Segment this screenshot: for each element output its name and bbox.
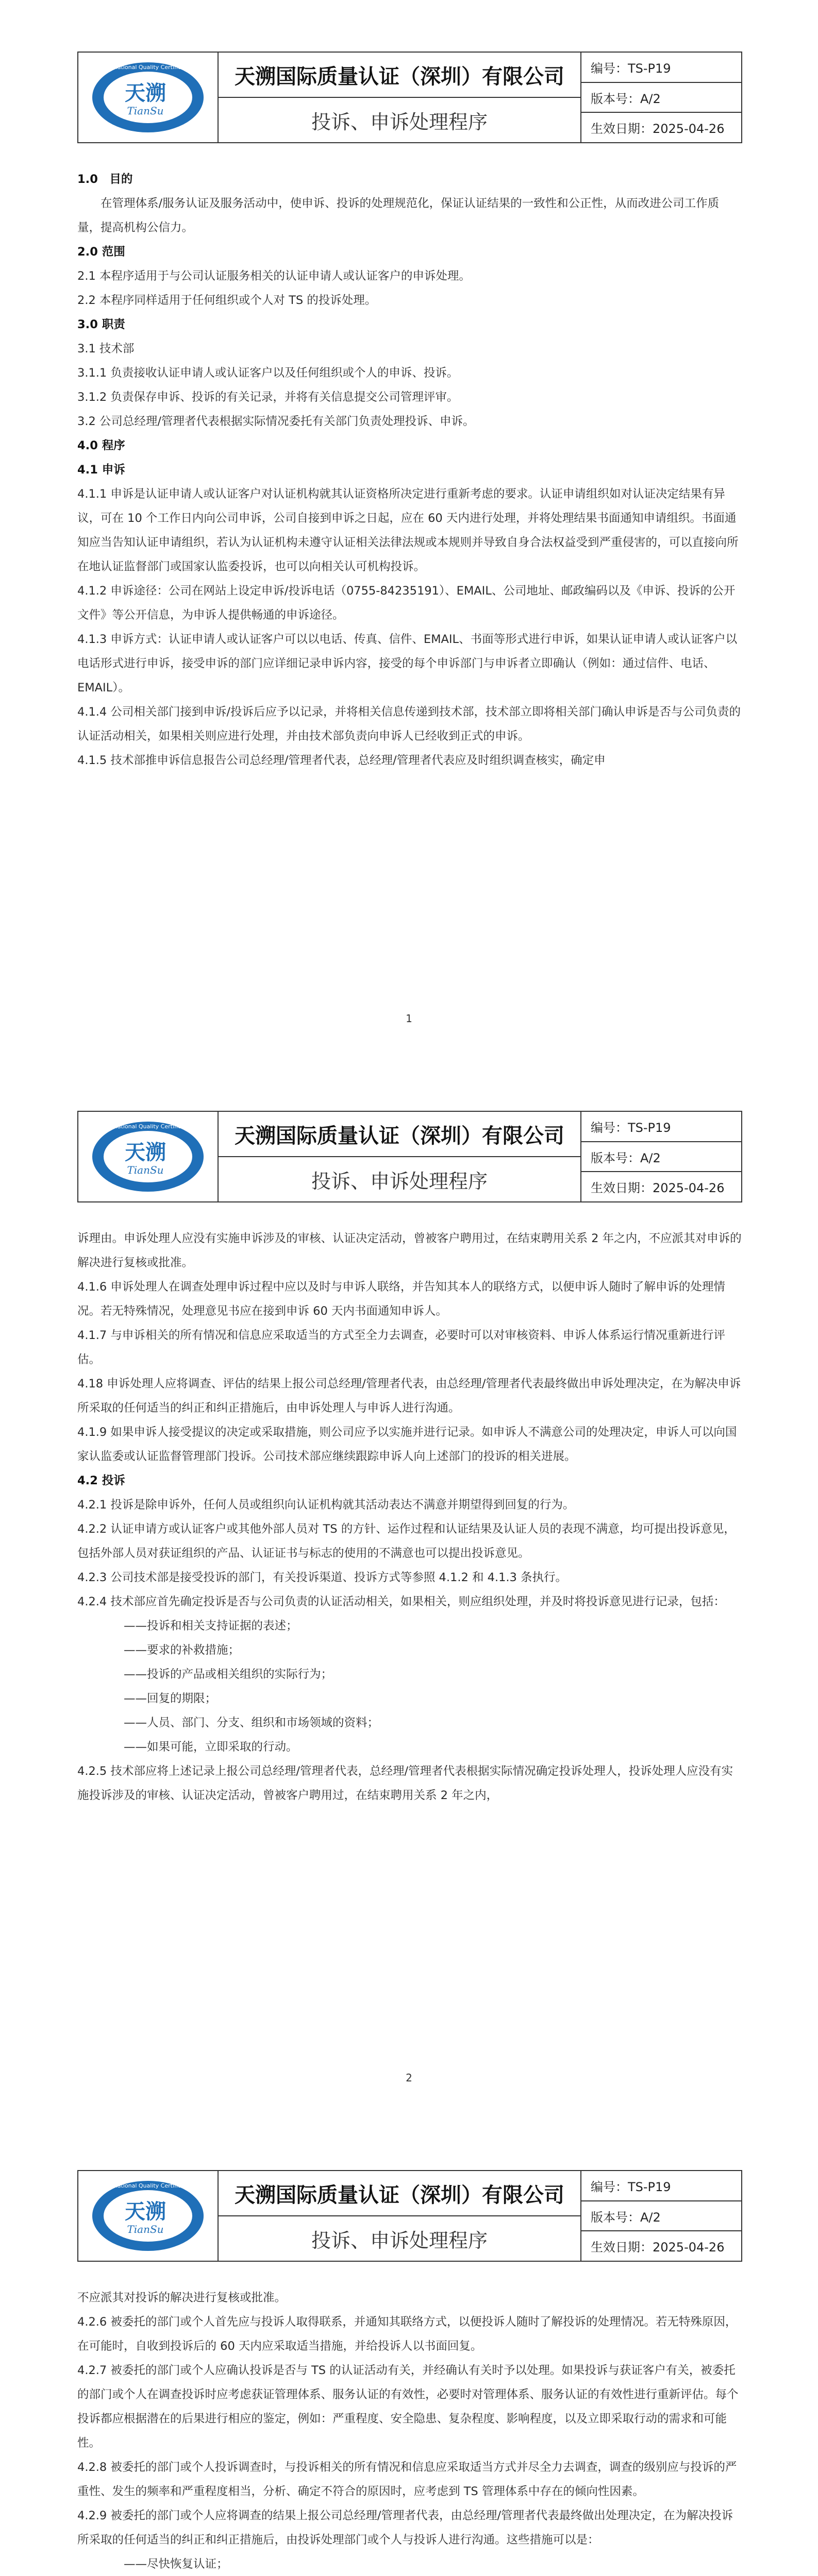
doc-effective-date: 生效日期：2025-04-26 xyxy=(591,122,725,137)
procedure-title: 投诉、申诉处理程序 xyxy=(311,1170,488,1193)
paragraph: 4.1.2 申诉途径：公司在网站上设定申诉/投诉电话（0755-84235191）、EMAIL、公司地址、邮政编码以及《申诉、投诉的公开文件》等公开信息，为申诉人提供畅通的申诉途径。 xyxy=(77,584,736,622)
svg-text:TianSu: TianSu xyxy=(127,2223,164,2235)
paragraph: 2.0 范围 xyxy=(77,245,125,259)
paragraph: 4.2.4 技术部应首先确定投诉是否与公司负责的认证活动相关，如果相关，则应组织处理，并及时将投诉意见进行记录，包括： xyxy=(77,1595,725,1608)
doc-code: 编号：TS-P19 xyxy=(581,53,741,83)
svg-text:天溯: 天溯 xyxy=(125,2199,166,2224)
list-item: ——如果可能，立即采取的行动。 xyxy=(124,1740,298,1754)
paragraph: 4.0 程序 xyxy=(77,439,125,452)
list-item: ——回复的期限； xyxy=(124,1692,217,1705)
svg-text:International Quality Certific: International Quality Certification xyxy=(101,64,195,71)
paragraph: 4.1.9 如果申诉人接受提议的决定或采取措施，则公司应予以实施并进行记录。如申诉人不满意公司的处理决定，申诉人可以向国家认监委或认证监督管理部门投诉。公司技术部应继续跟踪申诉人向上述部门的投诉的相关进展。 xyxy=(77,1426,737,1463)
paragraph: 4.1.5 技术部推申诉信息报告公司总经理/管理者代表，总经理/管理者代表应及时组织调查核实，确定申 xyxy=(77,754,606,767)
page-1 xyxy=(0,0,818,1041)
paragraph: 4.2.9 被委托的部门或个人应将调查的结果上报公司总经理/管理者代表，由总经理/管理者代表最终做出处理决定，在为解决投诉所采取的任何适当的纠正和纠正措施后，由投诉处理部门或个人与投诉人进行沟通。这些措施可以是： xyxy=(77,2509,733,2547)
paragraph: 4.2.7 被委托的部门或个人应确认投诉是否与 TS 的认证活动有关，并经确认有关时予以处理。如果投诉与获证客户有关，被委托的部门或个人在调查投诉时应考虑获证管理体系、服务认证的有效性，必要时对管理体系、服务认证的有效性进行重新评估。每个投诉都应根据潜在的后果进行相应的鉴定，例如：严重程度、安全隐患、复杂程度、影响程度，以及立即采取行动的需求和可能性。 xyxy=(77,2364,739,2450)
company-name: 天溯国际质量认证（深圳）有限公司 xyxy=(219,2171,580,2216)
procedure-title: 投诉、申诉处理程序 xyxy=(311,2229,488,2252)
list-item: ——尽快恢复认证； xyxy=(124,2557,228,2571)
svg-text:International Quality Certific: International Quality Certification xyxy=(101,2182,195,2189)
paragraph: 4.1.3 申诉方式：认证申请人或认证客户可以以电话、传真、信件、EMAIL、书面等形式进行申诉，如果认证申请人或认证客户以电话形式进行申诉，接受申诉的部门应详细记录申诉内容，接受的每个申诉部门与申诉者立即确认（例如：通过信件、电话、EMAIL）。 xyxy=(77,633,738,694)
page-gap xyxy=(0,2100,818,2119)
paragraph: 1.0 目的 xyxy=(77,173,133,186)
paragraph: 4.1.6 申诉处理人在调查处理申诉过程中应以及时与申诉人联络，并告知其本人的联络方式，以便申诉人随时了解申诉的处理情况。若无特殊情况，处理意见书应在接到申诉 60 天内书面通知申诉人。 xyxy=(77,1280,725,1318)
document-header xyxy=(77,1111,742,1202)
page-body xyxy=(77,167,742,773)
paragraph: 4.1.7 与申诉相关的所有情况和信息应采取适当的方式至全力去调查，必要时可以对审核资料、申诉人体系运行情况重新进行评估。 xyxy=(77,1329,725,1366)
document-header xyxy=(77,2170,742,2262)
meta-cell xyxy=(581,2171,741,2261)
company-logo-icon xyxy=(89,1118,207,1195)
meta-cell xyxy=(581,53,741,142)
svg-text:天溯: 天溯 xyxy=(125,81,166,105)
paragraph: 4.2.8 被委托的部门或个人投诉调查时，与投诉相关的所有情况和信息应采取适当方式并尽全力去调查，调查的级别应与投诉的严重性、发生的频率和严重程度相当，分析、确定不符合的原因时，应考虑到 TS 管理体系中存在的倾向性因素。 xyxy=(77,2461,737,2498)
list-item: ——人员、部门、分支、组织和市场领域的资料； xyxy=(124,1716,379,1730)
company-name: 天溯国际质量认证（深圳）有限公司 xyxy=(219,53,580,98)
paragraph: 4.1 申诉 xyxy=(77,463,125,477)
company-logo-icon xyxy=(89,2177,207,2255)
doc-code: 编号：TS-P19 xyxy=(581,2171,741,2201)
doc-effective-date: 生效日期：2025-04-26 xyxy=(591,1181,725,1196)
title-cell xyxy=(219,1112,581,1201)
procedure-title: 投诉、申诉处理程序 xyxy=(311,110,488,133)
page-2 xyxy=(0,1059,818,2100)
logo-cell xyxy=(78,53,219,142)
document-header xyxy=(77,52,742,143)
paragraph: 4.2.5 技术部应将上述记录上报公司总经理/管理者代表，总经理/管理者代表根据实际情况确定投诉处理人，投诉处理人应没有实施投诉涉及的审核、认证决定活动，曾被客户聘用过，在结束聘用关系 2 年之内， xyxy=(77,1765,733,1802)
paragraph: 3.1.1 负责接收认证申请人或认证客户以及任何组织或个人的申诉、投诉。 xyxy=(77,366,459,380)
paragraph: 4.1.4 公司相关部门接到申诉/投诉后应予以记录，并将相关信息传递到技术部，技术部立即将相关部门确认申诉是否与公司负责的认证活动相关，如果相关则应进行处理，并由技术部负责向申诉人已经收到正式的申诉。 xyxy=(77,705,741,743)
svg-text:TianSu: TianSu xyxy=(127,1164,164,1176)
page-body xyxy=(77,1227,742,1808)
page-number: 2 xyxy=(406,2072,412,2084)
list-item: ——投诉和相关支持证据的表述； xyxy=(124,1619,298,1633)
paragraph: 2.1 本程序适用于与公司认证服务相关的认证申请人或认证客户的申诉处理。 xyxy=(77,269,471,283)
company-name: 天溯国际质量认证（深圳）有限公司 xyxy=(219,1112,580,1157)
company-logo-icon xyxy=(89,59,207,136)
list-item: ——要求的补救措施； xyxy=(124,1643,240,1657)
paragraph: 4.2 投诉 xyxy=(77,1474,125,1487)
paragraph: 诉理由。申诉处理人应没有实施申诉涉及的审核、认证决定活动，曾被客户聘用过，在结束聘用关系 2 年之内，不应派其对申诉的解决进行复核或批准。 xyxy=(77,1232,742,1269)
doc-version: 版本号：A/2 xyxy=(581,1142,741,1173)
paragraph: 4.2.2 认证申请方或认证客户或其他外部人员对 TS 的方针、运作过程和认证结果及认证人员的表现不满意，均可提出投诉意见，包括外部人员对获证组织的产品、认证证书与标志的使用的不满意也可以提出投诉意见。 xyxy=(77,1522,736,1560)
paragraph: 3.1 技术部 xyxy=(77,342,135,355)
logo-cell xyxy=(78,2171,219,2261)
paragraph: 4.2.6 被委托的部门或个人首先应与投诉人取得联系，并通知其联络方式，以便投诉人随时了解投诉的处理情况。若无特殊原因，在可能时，自收到投诉后的 60 天内应采取适当措施，并给投诉人以书面回复。 xyxy=(77,2315,737,2353)
paragraph: 3.1.2 负责保存申诉、投诉的有关记录，并将有关信息提交公司管理评审。 xyxy=(77,391,459,404)
page-3 xyxy=(0,2119,818,2576)
title-cell xyxy=(219,2171,581,2261)
svg-text:International Quality Certific: International Quality Certification xyxy=(101,1123,195,1130)
paragraph: 4.1.1 申诉是认证申请人或认证客户对认证机构就其认证资格所决定进行重新考虑的要求。认证申请组织如对认证决定结果有异议，可在 10 个工作日内向公司申诉，公司自接到申诉之日起，应在 60 天内进行处理，并将处理结果书面通知申请组织。书面通知应当告知认证申请组织，若认为认证机构未遵守认证相关法律法规或本规则并导致自身合法权益受到严重侵害的，可以直接向所在地认证监督部门或国家认监委投诉，也可以向相关认可机构投诉。 xyxy=(77,487,739,573)
page-gap xyxy=(0,1041,818,1059)
paragraph: 在管理体系/服务认证及服务活动中，使申诉、投诉的处理规范化，保证认证结果的一致性和公正性，从而改进公司工作质量，提高机构公信力。 xyxy=(77,197,720,234)
paragraph: 3.0 职责 xyxy=(77,318,125,331)
paragraph: 3.2 公司总经理/管理者代表根据实际情况委托有关部门负责处理投诉、申诉。 xyxy=(77,415,475,428)
svg-text:TianSu: TianSu xyxy=(127,105,164,117)
doc-effective-date: 生效日期：2025-04-26 xyxy=(591,2240,725,2255)
paragraph: 2.2 本程序同样适用于任何组织或个人对 TS 的投诉处理。 xyxy=(77,294,377,307)
paragraph: 4.18 申诉处理人应将调查、评估的结果上报公司总经理/管理者代表，由总经理/管理者代表最终做出申诉处理决定，在为解决申诉所采取的任何适当的纠正和纠正措施后，由申诉处理人与申诉人进行沟通。 xyxy=(77,1377,741,1415)
paragraph: 不应派其对投诉的解决进行复核或批准。 xyxy=(77,2291,287,2304)
paragraph: 4.2.1 投诉是除申诉外，任何人员或组织向认证机构就其活动表达不满意并期望得到回复的行为。 xyxy=(77,1498,575,1512)
paragraph: 4.2.3 公司技术部是接受投诉的部门，有关投诉渠道、投诉方式等参照 4.1.2 和 4.1.3 条执行。 xyxy=(77,1571,567,1584)
list-item: ——投诉的产品或相关组织的实际行为； xyxy=(124,1668,333,1681)
page-body xyxy=(77,2286,742,2576)
doc-version: 版本号：A/2 xyxy=(581,2201,741,2232)
logo-cell xyxy=(78,1112,219,1201)
title-cell xyxy=(219,53,581,142)
doc-code: 编号：TS-P19 xyxy=(581,1112,741,1142)
doc-version: 版本号：A/2 xyxy=(581,83,741,113)
page-number: 1 xyxy=(406,1012,412,1025)
meta-cell xyxy=(581,1112,741,1201)
svg-text:天溯: 天溯 xyxy=(125,1140,166,1164)
